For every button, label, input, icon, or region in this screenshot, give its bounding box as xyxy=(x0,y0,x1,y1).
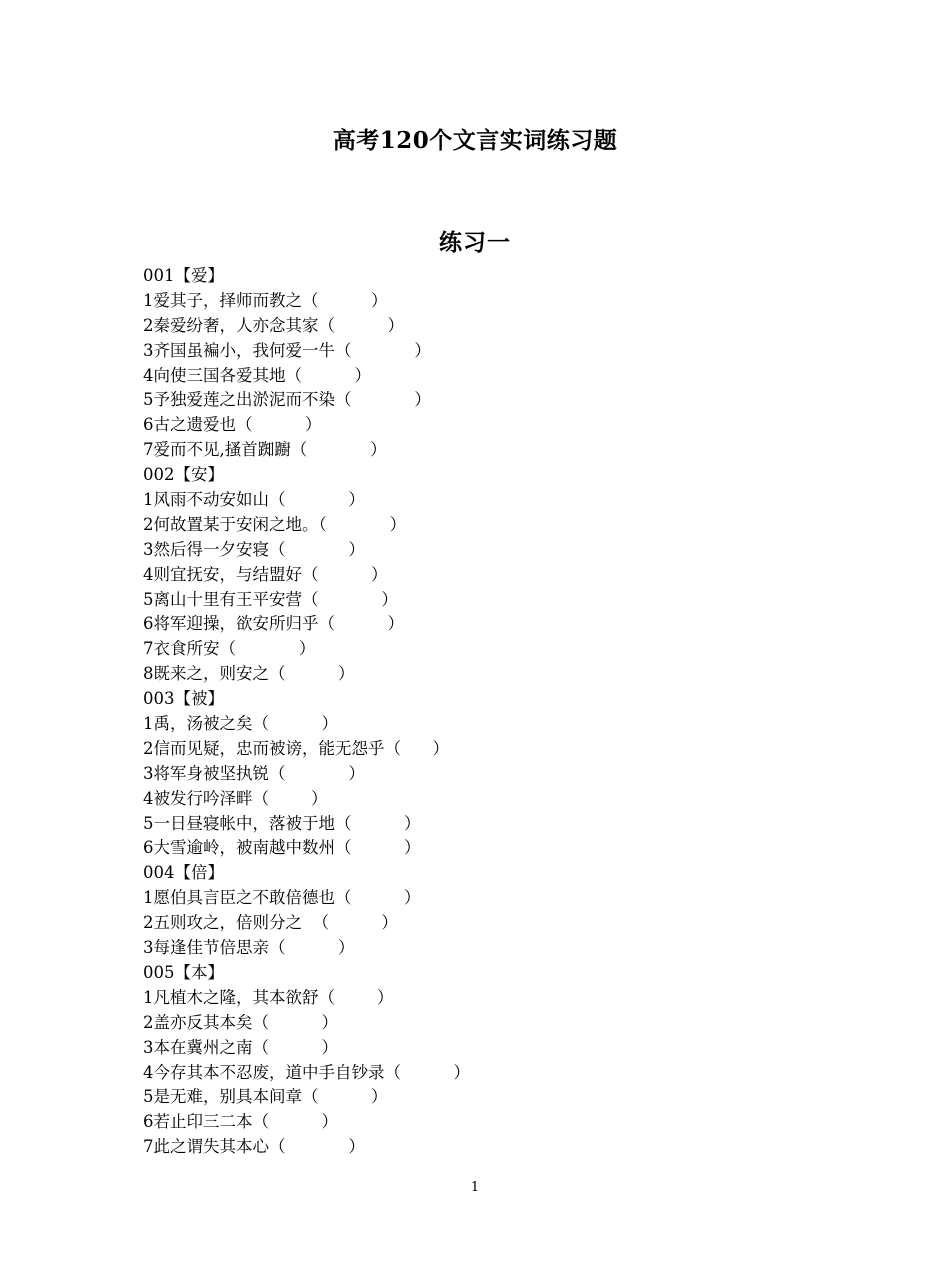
document-title: 高考120个文言实词练习题 xyxy=(332,127,618,154)
word-heading-ben: 005【本】 xyxy=(143,962,224,982)
section-heading: 练习一 xyxy=(439,229,511,256)
exercise-item: 3然后得一夕安寝（ ） xyxy=(143,539,365,559)
word-heading-bei: 003【被】 xyxy=(143,689,224,709)
exercise-item: 1凡植木之隆，其本欲舒（ ） xyxy=(143,987,394,1007)
word-heading-bei2: 004【倍】 xyxy=(143,863,224,883)
exercise-item: 5是无难，别具本间章（ ） xyxy=(143,1087,388,1107)
exercise-item: 3每逢佳节倍思亲（ ） xyxy=(143,938,355,958)
exercise-item: 1风雨不动安如山（ ） xyxy=(143,490,365,510)
exercise-item: 2秦爱纷奢，人亦念其家（ ） xyxy=(143,315,404,335)
exercise-item: 8既来之，则安之（ ） xyxy=(143,664,355,684)
exercise-item: 6将军迎操，欲安所归乎（ ） xyxy=(143,614,404,634)
word-heading-an: 002【安】 xyxy=(143,465,224,485)
exercise-item: 2盖亦反其本矣（ ） xyxy=(143,1012,338,1032)
exercise-item: 7爱而不见,搔首踟躕（ ） xyxy=(143,440,387,460)
exercise-item: 7此之谓失其本心（ ） xyxy=(143,1137,365,1157)
exercise-item: 2何故置某于安闲之地。（ ） xyxy=(143,514,407,534)
page-number: 1 xyxy=(470,1180,480,1195)
exercise-item: 6若止印三二本（ ） xyxy=(143,1112,338,1132)
exercise-item: 7衣食所安（ ） xyxy=(143,639,316,659)
exercise-item: 2信而见疑，忠而被谤，能无怨乎（ ） xyxy=(143,738,449,758)
exercise-item: 4向使三国各爱其地（ ） xyxy=(143,365,371,385)
exercise-item: 5离山十里有王平安营（ ） xyxy=(143,589,398,609)
exercise-item: 6古之遗爱也（ ） xyxy=(143,415,322,435)
exercise-item: 5予独爱莲之出淤泥而不染（ ） xyxy=(143,390,431,410)
exercise-item: 4被发行吟泽畔（ ） xyxy=(143,788,328,808)
exercise-item: 1愿伯具言臣之不敢倍德也（ ） xyxy=(143,888,421,908)
exercise-item: 4则宜抚安，与结盟好（ ） xyxy=(143,564,388,584)
word-heading-ai: 001【爱】 xyxy=(143,266,224,285)
exercise-item: 5一日昼寝帐中，落被于地（ ） xyxy=(143,813,421,833)
exercise-item: 3齐国虽褊小，我何爱一牛（ ） xyxy=(143,340,431,360)
exercise-item: 4今存其本不忍废，道中手自钞录（ ） xyxy=(143,1062,470,1082)
exercise-list xyxy=(143,264,843,1160)
exercise-item: 3本在冀州之南（ ） xyxy=(143,1037,338,1057)
exercise-item: 2五则攻之，倍则分之 （ ） xyxy=(143,913,398,933)
exercise-item: 6大雪逾岭，被南越中数州（ ） xyxy=(143,838,421,858)
exercise-item: 3将军身被坚执锐（ ） xyxy=(143,763,365,783)
exercise-item: 1爱其子，择师而教之（ ） xyxy=(143,290,388,310)
exercise-item: 1禹，汤被之矣（ ） xyxy=(143,714,338,734)
